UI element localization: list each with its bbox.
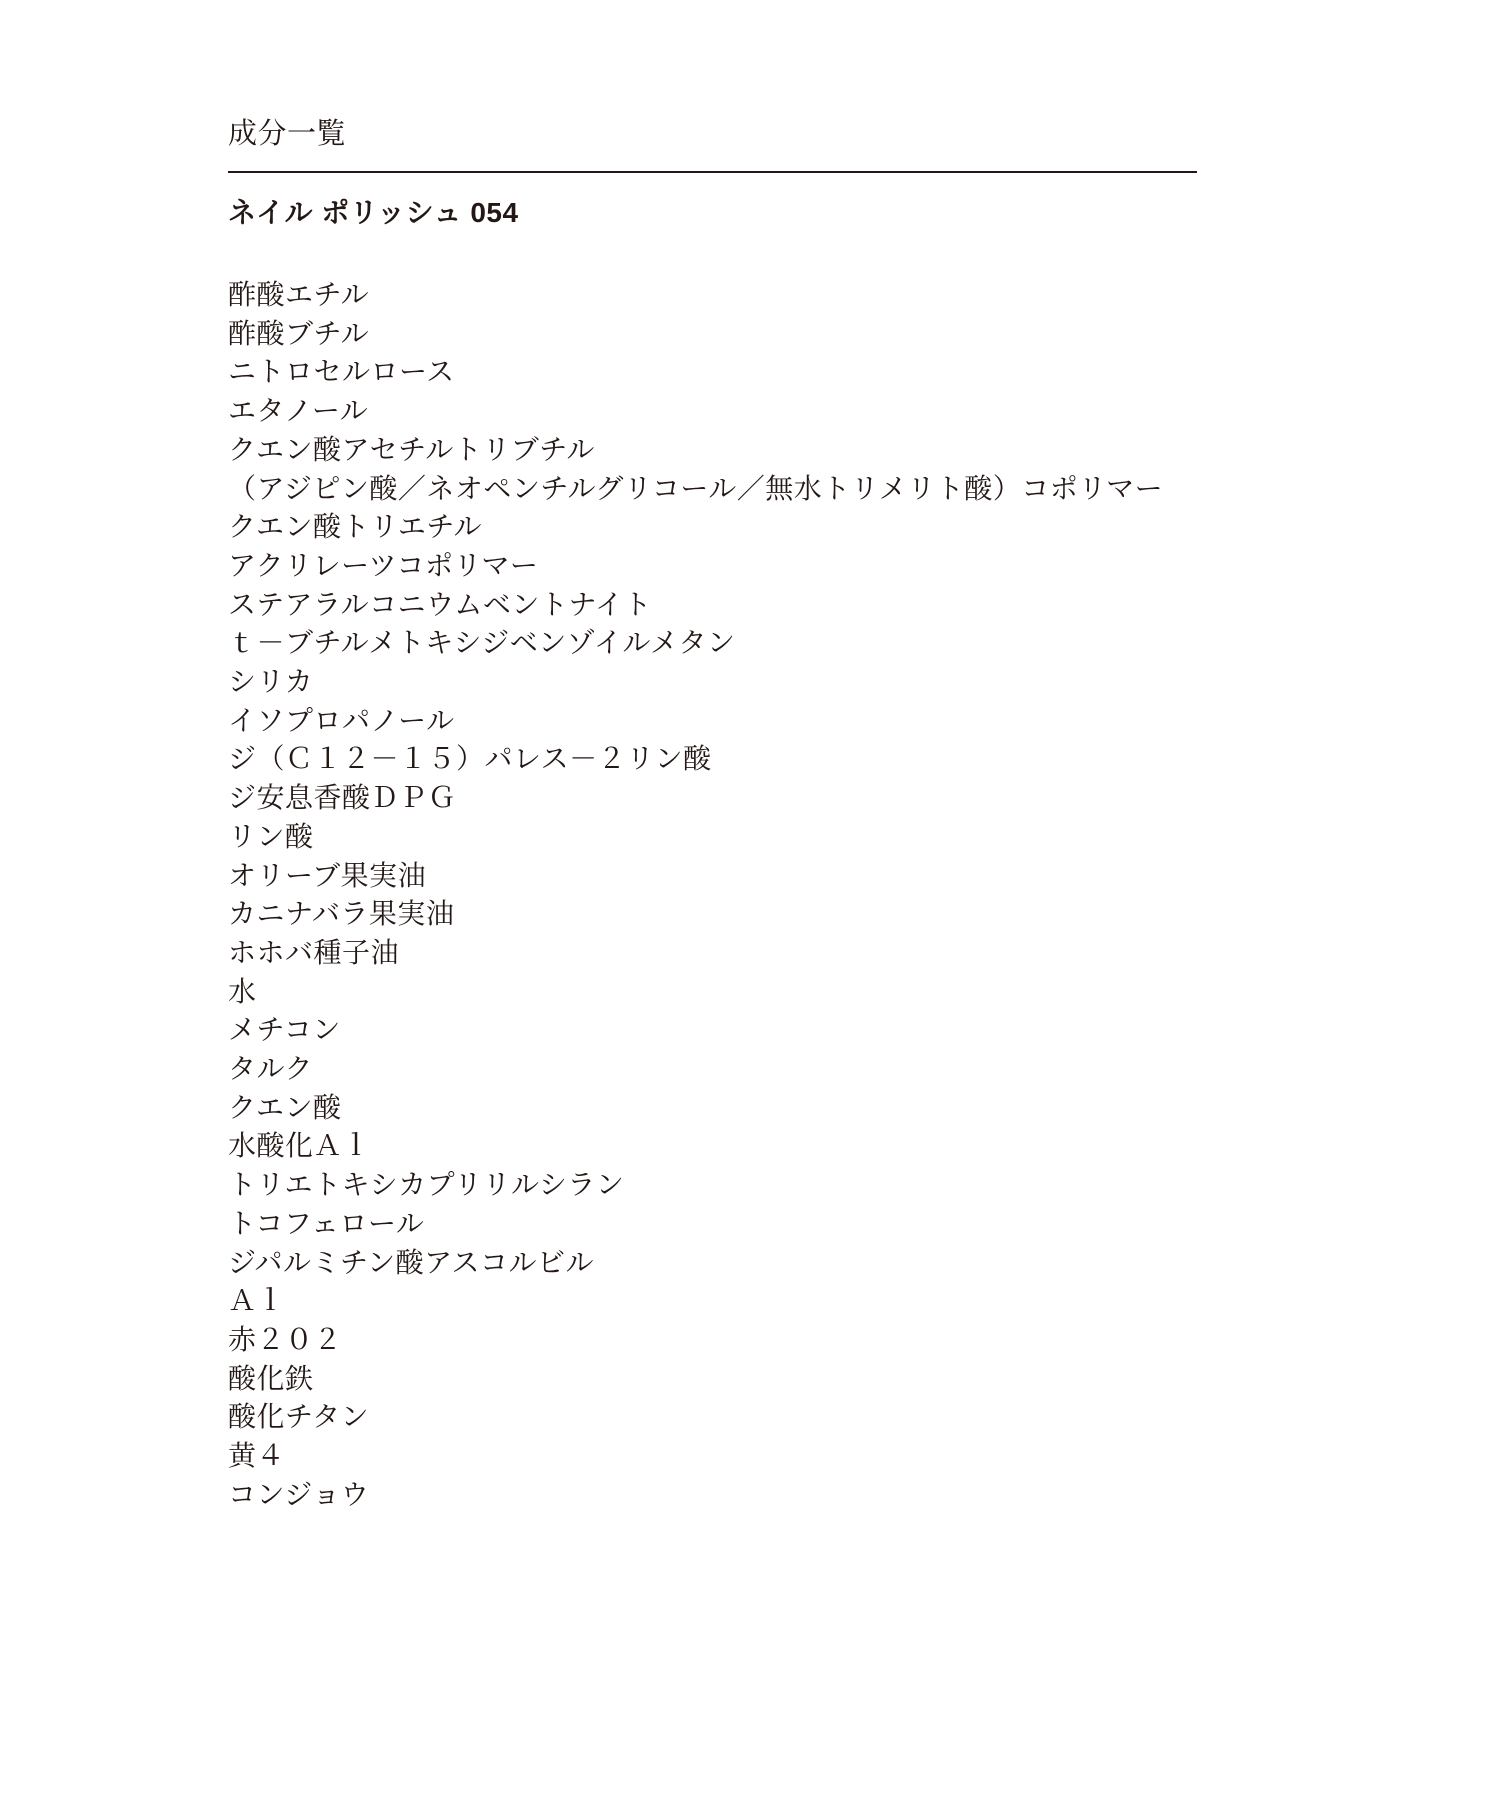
ingredient-item: オリーブ果実油 — [228, 859, 427, 891]
ingredient-item: コンジョウ — [228, 1478, 370, 1510]
ingredient-item: カニナバラ果実油 — [228, 898, 455, 930]
ingredient-item: エタノール — [228, 395, 369, 427]
product-name: ネイル ポリッシュ 054 — [228, 197, 519, 228]
page-title: 成分一覧 — [228, 118, 347, 150]
ingredient-item: 酸化チタン — [228, 1401, 370, 1433]
ingredient-item: シリカ — [228, 666, 314, 698]
ingredient-item: トリエトキシカプリリルシラン — [228, 1169, 625, 1201]
ingredient-item: 水酸化Ａｌ — [228, 1130, 371, 1162]
ingredient-item: アクリレーツコポリマー — [228, 549, 539, 581]
ingredient-item: メチコン — [228, 1014, 341, 1046]
ingredient-item: ジ安息香酸ＤＰＧ — [228, 782, 457, 814]
ingredient-item: トコフェロール — [228, 1207, 425, 1239]
ingredient-item: ジパルミチン酸アスコルビル — [228, 1246, 595, 1278]
ingredient-item: クエン酸トリエチル — [228, 511, 482, 543]
ingredient-item: ジ（Ｃ１２－１５）パレス－２リン酸 — [228, 743, 712, 775]
ingredient-item: クエン酸アセチルトリブチル — [228, 433, 595, 465]
ingredient-item: 酢酸エチル — [228, 279, 370, 310]
ingredient-item: タルク — [228, 1053, 313, 1085]
title-divider — [228, 171, 1197, 173]
ingredient-item: 酸化鉄 — [228, 1362, 314, 1394]
ingredient-item: クエン酸 — [228, 1091, 342, 1123]
ingredient-item: 赤２０２ — [228, 1323, 343, 1355]
ingredient-item: ステアラルコニウムベントナイト — [228, 588, 652, 620]
ingredient-item: ホホバ種子油 — [228, 936, 400, 968]
ingredient-item: ｔ－ブチルメトキシジベンゾイルメタン — [228, 627, 736, 659]
ingredient-item: 黄４ — [228, 1440, 286, 1472]
ingredient-item: 水 — [228, 975, 257, 1007]
ingredient-item: 酢酸ブチル — [228, 317, 370, 349]
ingredient-item: ニトロセルロース — [228, 356, 455, 388]
ingredient-item: （アジピン酸／ネオペンチルグリコール／無水トリメリト酸）コポリマー — [228, 472, 1164, 504]
ingredient-item: リン酸 — [228, 820, 314, 852]
ingredient-item: イソプロパノール — [228, 704, 455, 736]
ingredient-list — [228, 276, 1478, 1515]
ingredient-item: Ａｌ — [228, 1285, 286, 1317]
